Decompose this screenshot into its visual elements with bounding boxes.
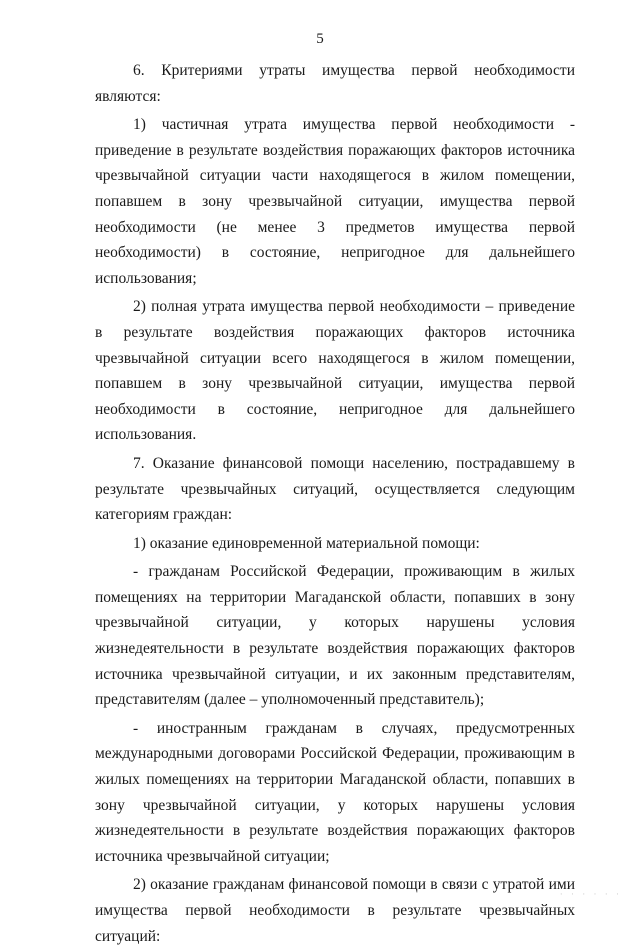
page-number: 5: [316, 31, 324, 47]
document-body: [95, 58, 575, 949]
scan-artifact: · · · · · ·: [559, 889, 622, 899]
paragraph-6-criteria: 6. Критериями утраты имущества первой необходимости являются:: [95, 62, 575, 105]
paragraph-foreign-citizens: - иностранным гражданам в случаях, предусмотренных международными договорами Российской Федерации, проживающим в жилых помещениях на территории Магаданской области, попавших в зону чрезвычайной ситуации, у которых нарушены условия жизнедеятельности в результате воздействия поражающих факторов источника чрезвычайной ситуации;: [95, 719, 575, 865]
paragraph-one-time-aid: 1) оказание единовременной материальной помощи:: [133, 534, 480, 552]
paragraph-property-loss-aid: 2) оказание гражданам финансовой помощи в связи с утратой ими имущества первой необходимости в результате чрезвычайных ситуаций:: [95, 876, 575, 945]
paragraph-russian-citizens: - гражданам Российской Федерации, проживающим в жилых помещениях на территории Магаданской области, попавших в зону чрезвычайной ситуации, у которых нарушены условия жизнедеятельности в результате воздействия поражающих факторов источника чрезвычайной ситуации, и их законным представителям, представителям (далее – уполномоченный представитель);: [95, 563, 575, 709]
paragraph-7-financial-aid: 7. Оказание финансовой помощи населению, пострадавшему в результате чрезвычайных ситуаций, осуществляется следующим категориям граждан:: [95, 454, 575, 524]
paragraph-full-loss: 2) полная утрата имущества первой необходимости – приведение в результате воздействия поражающих факторов источника чрезвычайной ситуации всего находящегося в жилом помещении, попавшем в зону чрезвычайной ситуации, имущества первой необходимости в состояние, непригодное для дальнейшего использования.: [95, 298, 575, 444]
paragraph-partial-loss: 1) частичная утрата имущества первой необходимости - приведение в результате воздействия поражающих факторов источника чрезвычайной ситуации части находящегося в жилом помещении, попавшем в зону чрезвычайной ситуации, имущества первой необходимости (не менее 3 предметов имущества первой необходимости) в состояние, непригодное для дальнейшего использования;: [95, 116, 575, 287]
